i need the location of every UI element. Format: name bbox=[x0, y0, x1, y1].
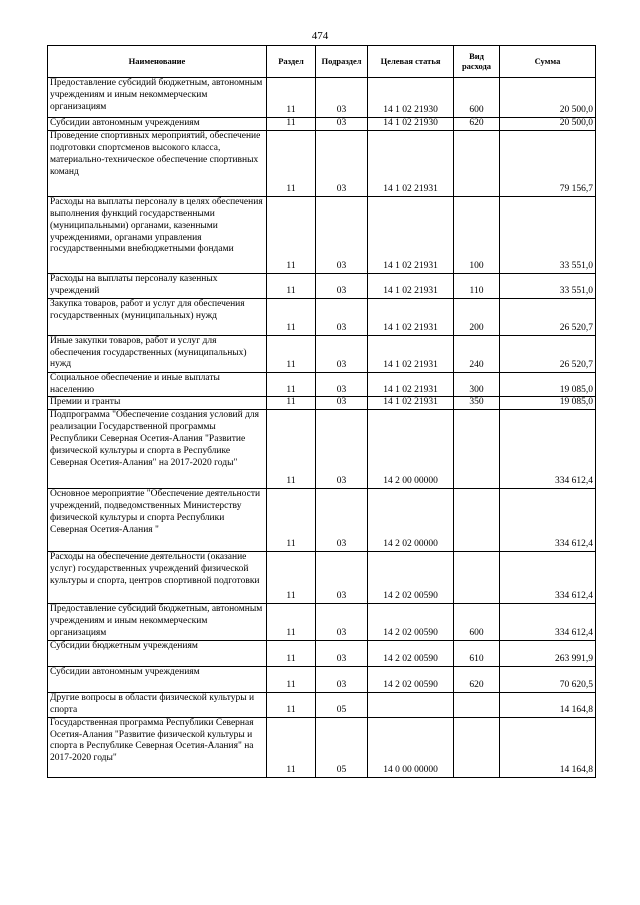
cell-sum: 334 612,4 bbox=[500, 489, 596, 552]
cell-target: 14 1 02 21931 bbox=[368, 130, 454, 196]
cell-sum: 26 520,7 bbox=[500, 335, 596, 372]
cell-name: Предоставление субсидий бюджетным, автономным учреждениям и иным некоммерческим организациям bbox=[48, 78, 267, 118]
cell-type bbox=[454, 489, 500, 552]
cell-name: Субсидии автономным учреждениям bbox=[48, 666, 267, 692]
cell-section: 11 bbox=[267, 604, 316, 641]
cell-sum: 334 612,4 bbox=[500, 410, 596, 489]
cell-name: Субсидии бюджетным учреждениям bbox=[48, 640, 267, 666]
header-name: Наименование bbox=[48, 46, 267, 78]
cell-target: 14 2 02 00590 bbox=[368, 640, 454, 666]
cell-name: Расходы на выплаты персоналу казенных учреждений bbox=[48, 273, 267, 298]
cell-type: 300 bbox=[454, 372, 500, 397]
cell-type: 600 bbox=[454, 78, 500, 118]
cell-target: 14 1 02 21931 bbox=[368, 397, 454, 410]
cell-section: 11 bbox=[267, 640, 316, 666]
table-row bbox=[48, 717, 596, 777]
cell-subsection: 03 bbox=[316, 118, 368, 131]
cell-target: 14 1 02 21931 bbox=[368, 335, 454, 372]
table-row bbox=[48, 273, 596, 298]
cell-name: Иные закупки товаров, работ и услуг для обеспечения государственных (муниципальных) нужд bbox=[48, 335, 267, 372]
page-number: 474 bbox=[311, 30, 329, 42]
table-row bbox=[48, 335, 596, 372]
cell-type: 620 bbox=[454, 666, 500, 692]
header-target: Целевая статья bbox=[368, 46, 454, 78]
cell-sum: 334 612,4 bbox=[500, 604, 596, 641]
cell-sum: 79 156,7 bbox=[500, 130, 596, 196]
cell-name: Проведение спортивных мероприятий, обеспечение подготовки спортсменов высокого класса, материально-техническое обеспечение спортивных команд bbox=[48, 130, 267, 196]
table-row bbox=[48, 692, 596, 717]
cell-sum: 14 164,8 bbox=[500, 692, 596, 717]
header-section: Раздел bbox=[267, 46, 316, 78]
cell-target: 14 0 00 00000 bbox=[368, 717, 454, 777]
cell-subsection: 03 bbox=[316, 604, 368, 641]
table-header-row bbox=[48, 46, 596, 78]
cell-subsection: 03 bbox=[316, 335, 368, 372]
cell-type bbox=[454, 410, 500, 489]
header-sum: Сумма bbox=[500, 46, 596, 78]
cell-section: 11 bbox=[267, 298, 316, 335]
cell-subsection: 03 bbox=[316, 273, 368, 298]
cell-type: 620 bbox=[454, 118, 500, 131]
cell-subsection: 05 bbox=[316, 717, 368, 777]
cell-target: 14 2 02 00590 bbox=[368, 604, 454, 641]
cell-subsection: 03 bbox=[316, 78, 368, 118]
cell-target: 14 2 00 00000 bbox=[368, 410, 454, 489]
cell-name: Расходы на обеспечение деятельности (оказание услуг) государственных учреждений физической культуры и спорта, центров спортивной подготовки bbox=[48, 552, 267, 604]
cell-type: 200 bbox=[454, 298, 500, 335]
cell-sum: 263 991,9 bbox=[500, 640, 596, 666]
cell-target: 14 1 02 21931 bbox=[368, 298, 454, 335]
cell-subsection: 03 bbox=[316, 410, 368, 489]
cell-section: 11 bbox=[267, 118, 316, 131]
cell-type: 610 bbox=[454, 640, 500, 666]
cell-type: 110 bbox=[454, 273, 500, 298]
cell-sum: 70 620,5 bbox=[500, 666, 596, 692]
cell-section: 11 bbox=[267, 335, 316, 372]
table-row bbox=[48, 397, 596, 410]
budget-table bbox=[47, 45, 596, 778]
cell-name: Предоставление субсидий бюджетным, автономным учреждениям и иным некоммерческим организациям bbox=[48, 604, 267, 641]
cell-target: 14 2 02 00590 bbox=[368, 552, 454, 604]
cell-subsection: 03 bbox=[316, 372, 368, 397]
table-row bbox=[48, 118, 596, 131]
cell-type: 350 bbox=[454, 397, 500, 410]
cell-subsection: 03 bbox=[316, 552, 368, 604]
cell-section: 11 bbox=[267, 410, 316, 489]
table-row bbox=[48, 130, 596, 196]
cell-name: Расходы на выплаты персоналу в целях обеспечения выполнения функций государственными (муниципальными) органами, казенными учреждениями, органами управления государственными внебюджетными фондами bbox=[48, 196, 267, 273]
cell-section: 11 bbox=[267, 717, 316, 777]
header-subsection: Подраздел bbox=[316, 46, 368, 78]
cell-section: 11 bbox=[267, 489, 316, 552]
cell-section: 11 bbox=[267, 397, 316, 410]
cell-target: 14 1 02 21930 bbox=[368, 118, 454, 131]
cell-subsection: 03 bbox=[316, 130, 368, 196]
cell-name: Основное мероприятие "Обеспечение деятельности учреждений, подведомственных Министерству физической культуры и спорта Республики Северная Осетия-Алания " bbox=[48, 489, 267, 552]
cell-target: 14 1 02 21931 bbox=[368, 196, 454, 273]
cell-name: Другие вопросы в области физической культуры и спорта bbox=[48, 692, 267, 717]
cell-type: 600 bbox=[454, 604, 500, 641]
cell-subsection: 03 bbox=[316, 196, 368, 273]
header-type: Вид расхода bbox=[454, 46, 500, 78]
cell-type bbox=[454, 692, 500, 717]
cell-sum: 334 612,4 bbox=[500, 552, 596, 604]
cell-subsection: 05 bbox=[316, 692, 368, 717]
cell-target: 14 1 02 21930 bbox=[368, 78, 454, 118]
cell-name: Государственная программа Республики Северная Осетия-Алания "Развитие физической культуры и спорта в Республике Северная Осетия-Алания" на 2017-2020 годы" bbox=[48, 717, 267, 777]
cell-name: Подпрограмма "Обеспечение создания условий для реализации Государственной программы Республики Северная Осетия-Алания "Развитие физической культуры и спорта в Республике Северная Осетия-Алания" на 2017-2020 годы" bbox=[48, 410, 267, 489]
cell-subsection: 03 bbox=[316, 298, 368, 335]
cell-subsection: 03 bbox=[316, 640, 368, 666]
cell-target: 14 1 02 21931 bbox=[368, 273, 454, 298]
table-row bbox=[48, 298, 596, 335]
table-row bbox=[48, 640, 596, 666]
cell-type: 240 bbox=[454, 335, 500, 372]
cell-sum: 33 551,0 bbox=[500, 273, 596, 298]
table-row bbox=[48, 604, 596, 641]
table-row bbox=[48, 489, 596, 552]
cell-section: 11 bbox=[267, 692, 316, 717]
cell-name: Закупка товаров, работ и услуг для обеспечения государственных (муниципальных) нужд bbox=[48, 298, 267, 335]
table-row bbox=[48, 372, 596, 397]
cell-target: 14 2 02 00590 bbox=[368, 666, 454, 692]
cell-section: 11 bbox=[267, 666, 316, 692]
cell-target bbox=[368, 692, 454, 717]
table-row bbox=[48, 78, 596, 118]
cell-section: 11 bbox=[267, 372, 316, 397]
cell-name: Премии и гранты bbox=[48, 397, 267, 410]
cell-type bbox=[454, 130, 500, 196]
cell-section: 11 bbox=[267, 196, 316, 273]
cell-sum: 19 085,0 bbox=[500, 372, 596, 397]
cell-target: 14 2 02 00000 bbox=[368, 489, 454, 552]
cell-subsection: 03 bbox=[316, 397, 368, 410]
table-row bbox=[48, 666, 596, 692]
cell-sum: 14 164,8 bbox=[500, 717, 596, 777]
table-row bbox=[48, 410, 596, 489]
cell-subsection: 03 bbox=[316, 489, 368, 552]
cell-sum: 33 551,0 bbox=[500, 196, 596, 273]
cell-target: 14 1 02 21931 bbox=[368, 372, 454, 397]
cell-section: 11 bbox=[267, 273, 316, 298]
cell-name: Субсидии автономным учреждениям bbox=[48, 118, 267, 131]
cell-type bbox=[454, 717, 500, 777]
cell-subsection: 03 bbox=[316, 666, 368, 692]
cell-sum: 20 500,0 bbox=[500, 78, 596, 118]
cell-sum: 19 085,0 bbox=[500, 397, 596, 410]
cell-type bbox=[454, 552, 500, 604]
cell-sum: 20 500,0 bbox=[500, 118, 596, 131]
cell-section: 11 bbox=[267, 130, 316, 196]
cell-sum: 26 520,7 bbox=[500, 298, 596, 335]
cell-section: 11 bbox=[267, 78, 316, 118]
cell-name: Социальное обеспечение и иные выплаты населению bbox=[48, 372, 267, 397]
cell-type: 100 bbox=[454, 196, 500, 273]
cell-section: 11 bbox=[267, 552, 316, 604]
table-row bbox=[48, 552, 596, 604]
table-row bbox=[48, 196, 596, 273]
